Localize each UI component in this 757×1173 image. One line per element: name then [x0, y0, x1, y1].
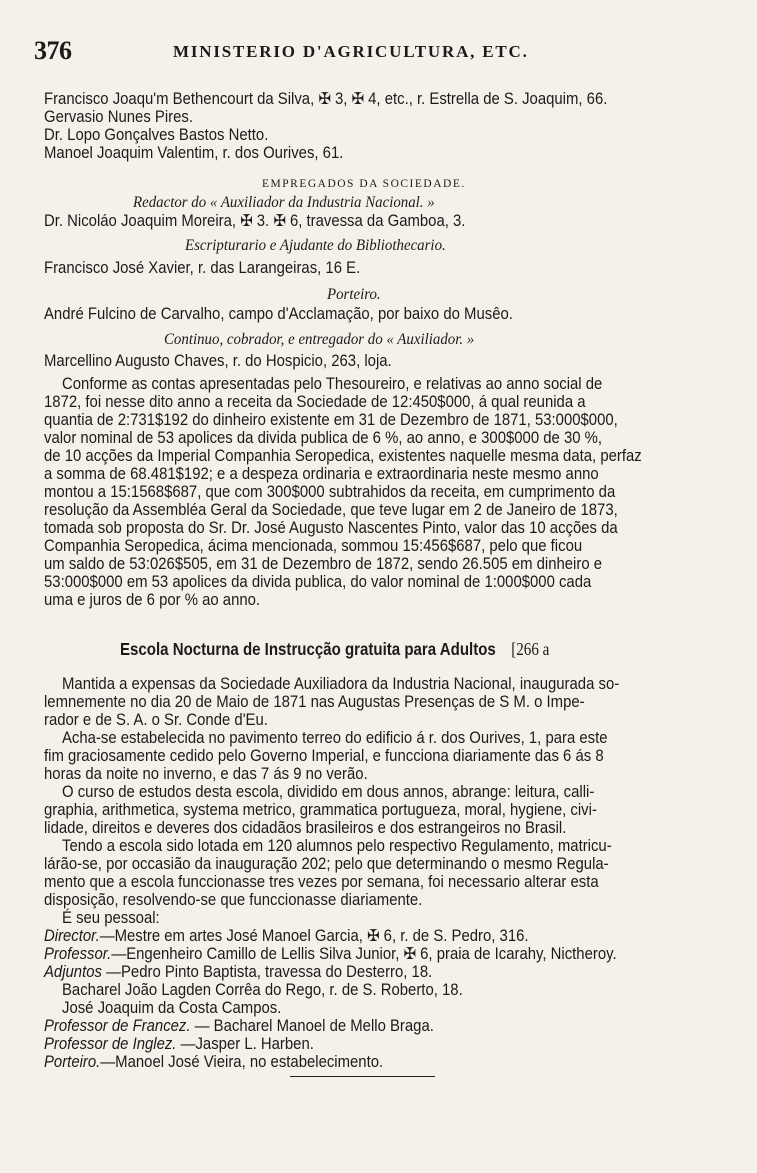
paragraph-line: Acha-se estabelecida no pavimento terreo do edificio á r. dos Ourives, 1, para este: [62, 729, 608, 747]
staff-text: —Jasper L. Harben.: [176, 1035, 314, 1053]
role-title: Escripturario e Ajudante do Bibliothecario.: [185, 236, 446, 254]
staff-text: —Pedro Pinto Baptista, travessa do Desterro, 18.: [101, 963, 433, 981]
paragraph-line: uma e juros de 6 por % ao anno.: [44, 591, 261, 609]
school-count: [266 a: [511, 639, 550, 659]
role-title: Porteiro.: [327, 285, 381, 303]
staff-text: —Manoel José Vieira, no estabelecimento.: [100, 1053, 384, 1071]
staff-text: José Joaquim da Costa Campos.: [62, 999, 282, 1017]
employee-line: Dr. Nicoláo Joaquim Moreira, ✠ 3. ✠ 6, travessa da Gamboa, 3.: [44, 212, 466, 230]
staff-role: Professor de Inglez.: [44, 1035, 177, 1053]
staff-line: [44, 1053, 383, 1071]
staff-text: —Engenheiro Camillo de Lellis Silva Junior, ✠ 6, praia de Icarahy, Nictheroy.: [111, 945, 617, 963]
employee-line: Francisco José Xavier, r. das Larangeiras, 16 E.: [44, 259, 361, 277]
paragraph-line: É seu pessoal:: [62, 909, 160, 927]
member-line: Gervasio Nunes Pires.: [44, 108, 193, 126]
paragraph-line: de 10 acções da Imperial Companhia Seropedica, existentes naquelle mesma data, perfaz: [44, 447, 642, 465]
staff-line: [62, 999, 281, 1017]
page-number: 376: [34, 36, 72, 65]
paragraph-line: 53:000$000 em 53 apolices da divida publica, do valor nominal de 1:000$000 cada: [44, 573, 592, 591]
staff-text: Bacharel João Lagden Corrêa do Rego, r. de S. Roberto, 18.: [62, 981, 463, 999]
page-header: [30, 36, 730, 66]
staff-role: Professor.: [44, 945, 112, 963]
staff-text: —Mestre em artes José Manoel Garcia, ✠ 6, r. de S. Pedro, 316.: [99, 927, 529, 945]
paragraph-line: rador e de S. A. o Sr. Conde d'Eu.: [44, 711, 268, 729]
member-line: Francisco Joaqu'm Bethencourt da Silva, ✠ 3, ✠ 4, etc., r. Estrella de S. Joaquim, 66.: [44, 90, 608, 108]
staff-line: [44, 963, 432, 981]
staff-line: [44, 945, 617, 963]
staff-role: Professor de Francez.: [44, 1017, 191, 1035]
staff-role: Porteiro.: [44, 1053, 101, 1071]
paragraph-line: Tendo a escola sido lotada em 120 alumnos pelo respectivo Regulamento, matricu-: [62, 837, 612, 855]
paragraph-line: lidade, direitos e deveres dos cidadãos brasileiros e dos estrangeiros no Brasil.: [44, 819, 567, 837]
paragraph-line: montou a 15:1568$687, que com 300$000 subtrahidos da receita, em cumprimento da: [44, 483, 616, 501]
role-title: Redactor do « Auxiliador da Industria Nacional. »: [133, 193, 435, 211]
paragraph-line: resolução da Assembléa Geral da Sociedade, que teve lugar em 2 de Janeiro de 1873,: [44, 501, 618, 519]
member-line: Manoel Joaquim Valentim, r. dos Ourives, 61.: [44, 144, 344, 162]
paragraph-line: um saldo de 53:026$505, em 31 de Dezembro de 1872, sendo 26.505 em dinheiro e: [44, 555, 603, 573]
section-divider: [290, 1076, 435, 1077]
paragraph-line: Conforme as contas apresentadas pelo Thesoureiro, e relativas ao anno social de: [62, 375, 603, 393]
staff-role: Adjuntos: [44, 963, 102, 981]
paragraph-line: 1872, foi nesse dito anno a receita da Sociedade de 12:450$000, á qual reunida a: [44, 393, 586, 411]
section-heading: EMPREGADOS DA SOCIEDADE.: [262, 178, 466, 190]
staff-text: — Bacharel Manoel de Mello Braga.: [190, 1017, 434, 1035]
staff-line: [44, 1035, 314, 1053]
paragraph-line: disposição, resolvendo-se que funccionasse diariamente.: [44, 891, 423, 909]
paragraph-line: quantia de 2:731$192 do dinheiro existente em 31 de Dezembro de 1871, 53:000$000,: [44, 411, 618, 429]
paragraph-line: lárão-se, por occasião da inauguração 202; pelo que determinando o mesmo Regula-: [44, 855, 609, 873]
paragraph-line: tomada sob proposta do Sr. Dr. José Augusto Nascentes Pinto, valor das 10 acções da: [44, 519, 618, 537]
paragraph-line: valor nominal de 53 apolices da divida publica de 6 %, ao anno, e 300$000 de 30 %,: [44, 429, 603, 447]
paragraph-line: a somma de 68.481$192; e a despeza ordinaria e extraordinaria neste mesmo anno: [44, 465, 599, 483]
paragraph-line: lemnemente no dia 20 de Maio de 1871 nas Augustas Presenças de S M. o Impe-: [44, 693, 585, 711]
staff-role: Director.: [44, 927, 100, 945]
paragraph-line: fim graciosamente cedido pelo Governo Imperial, e funcciona diariamente das 6 ás 8: [44, 747, 604, 765]
school-title-text: Escola Nocturna de Instrucção gratuita para Adultos: [120, 639, 496, 659]
paragraph-line: O curso de estudos desta escola, dividido em dous annos, abrange: leitura, calli-: [62, 783, 595, 801]
staff-line: [44, 927, 529, 945]
staff-line: [62, 981, 463, 999]
employee-line: André Fulcino de Carvalho, campo d'Acclamação, por baixo do Musêo.: [44, 305, 513, 323]
paragraph-line: Mantida a expensas da Sociedade Auxiliadora da Industria Nacional, inaugurada so-: [62, 675, 620, 693]
paragraph-line: horas da noite no inverno, e das 7 ás 9 no verão.: [44, 765, 368, 783]
member-line: Dr. Lopo Gonçalves Bastos Netto.: [44, 126, 269, 144]
paragraph-line: Companhia Seropedica, ácima mencionada, sommou 15:456$687, pelo que ficou: [44, 537, 583, 555]
paragraph-line: mento que a escola funccionasse tres vezes por semana, foi necessario alterar esta: [44, 873, 599, 891]
staff-line: [44, 1017, 434, 1035]
employee-line: Marcellino Augusto Chaves, r. do Hospicio, 263, loja.: [44, 352, 392, 370]
school-title: [120, 639, 549, 660]
role-title: Continuo, cobrador, e entregador do « Auxiliador. »: [164, 330, 475, 348]
paragraph-line: graphia, arithmetica, systema metrico, grammatica portugueza, moral, hygiene, civi-: [44, 801, 597, 819]
running-title: MINISTERIO D'AGRICULTURA, ETC.: [173, 42, 529, 61]
